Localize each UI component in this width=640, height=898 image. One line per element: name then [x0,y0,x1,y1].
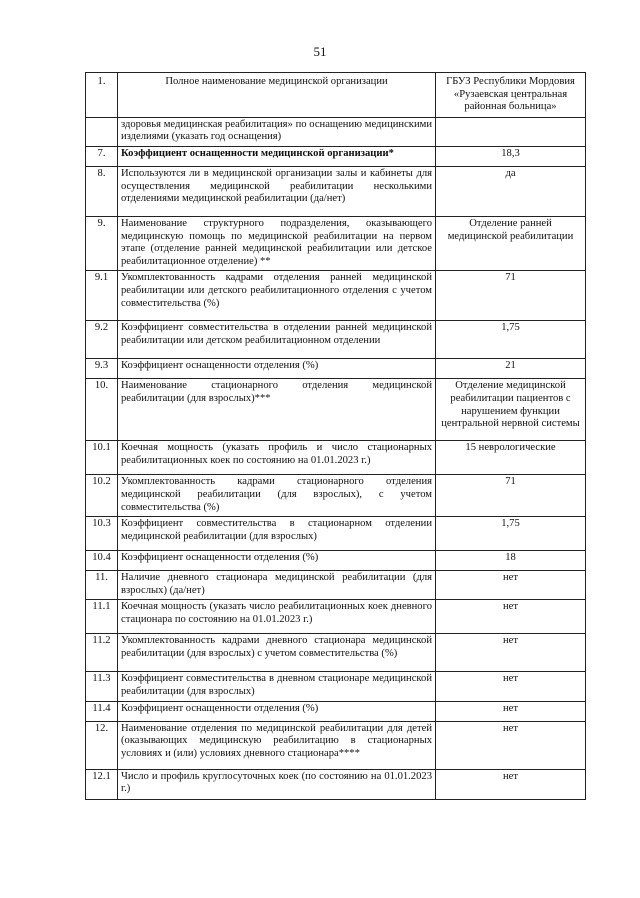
organization-table [85,72,586,800]
row-name-cell: здоровья медицинская реабилитация» по оснащению медицинскими изделиями (указать год оснащения) [118,117,436,146]
row-value-cell: 15 неврологические [436,441,586,475]
row-number-cell: 10.4 [86,551,118,571]
row-number-cell: 11.2 [86,634,118,672]
table-row [86,551,586,571]
row-number-cell: 9. [86,216,118,270]
row-name-cell: Используются ли в медицинской организации залы и кабинеты для осуществления медицинской реабилитации несколькими отделениями медицинской реабилитации (да/нет) [118,166,436,216]
row-value-cell: 1,75 [436,321,586,359]
row-value-cell: нет [436,571,586,600]
row-number-cell: 9.3 [86,359,118,379]
row-name-cell: Коэффициент совместительства в отделении ранней медицинской реабилитации или детском реабилитационном отделении [118,321,436,359]
row-value-cell: Отделение ранней медицинской реабилитации [436,216,586,270]
table-header-row [86,73,586,118]
row-name-cell: Число и профиль круглосуточных коек (по состоянию на 01.01.2023 г.) [118,769,436,799]
row-value-cell: нет [436,769,586,799]
row-value-cell: 71 [436,271,586,321]
table-row [86,117,586,146]
row-name-cell: Укомплектованность кадрами отделения ранней медицинской реабилитации или детского реабилитационного отделения с учетом совместительства (%) [118,271,436,321]
row-name-cell: Наименование стационарного отделения медицинской реабилитации (для взрослых)*** [118,379,436,441]
row-number-cell: 10.2 [86,475,118,517]
table-body [86,73,586,800]
table-row [86,517,586,551]
row-value-cell: Отделение медицинской реабилитации пациентов с нарушением функции центральной нервной системы [436,379,586,441]
table-row [86,166,586,216]
row-number-cell: 8. [86,166,118,216]
page-number: 51 [313,44,327,59]
table-row [86,379,586,441]
row-name-cell: Коечная мощность (указать число реабилитационных коек дневного стационара по состоянию на 01.01.2023 г.) [118,600,436,634]
row-number-cell: 12.1 [86,769,118,799]
header-value-cell: ГБУЗ Республики Мордовия «Рузаевская центральная районная больница» [436,73,586,118]
row-name-cell: Наименование структурного подразделения, оказывающего медицинскую помощь по медицинской реабилитации на первом этапе (отделение ранней медицинской реабилитации или детское реабилитационное отделение) ** [118,216,436,270]
row-name-cell: Коэффициент совместительства в стационарном отделении медицинской реабилитации (для взрослых) [118,517,436,551]
table-row [86,146,586,166]
row-number-cell: 10.3 [86,517,118,551]
row-value-cell: 1,75 [436,517,586,551]
row-number-cell [86,117,118,146]
table-row [86,721,586,769]
row-name-cell: Укомплектованность кадрами дневного стационара медицинской реабилитации (для взрослых) с учетом совместительства (%) [118,634,436,672]
row-value-cell [436,117,586,146]
row-number-cell: 9.2 [86,321,118,359]
row-number-cell: 11.1 [86,600,118,634]
row-value-cell: 21 [436,359,586,379]
table-row [86,216,586,270]
header-number-cell: 1. [86,73,118,118]
row-number-cell: 12. [86,721,118,769]
table-row [86,441,586,475]
table-row [86,321,586,359]
row-name-cell: Наличие дневного стационара медицинской реабилитации (для взрослых) (да/нет) [118,571,436,600]
row-number-cell: 10. [86,379,118,441]
table-row [86,600,586,634]
row-value-cell: нет [436,721,586,769]
table-row [86,475,586,517]
table-row [86,672,586,701]
row-number-cell: 10.1 [86,441,118,475]
row-value-cell: нет [436,672,586,701]
row-value-cell: нет [436,634,586,672]
row-value-cell: да [436,166,586,216]
row-name-cell: Коэффициент оснащенности отделения (%) [118,551,436,571]
row-name-cell: Коечная мощность (указать профиль и число стационарных реабилитационных коек по состоянию на 01.01.2023 г.) [118,441,436,475]
row-value-cell: 18,3 [436,146,586,166]
table-row [86,359,586,379]
row-number-cell: 7. [86,146,118,166]
table-row [86,769,586,799]
row-name-cell: Наименование отделения по медицинской реабилитации для детей (оказывающих медицинскую реабилитацию в стационарных условиях и (или) условиях дневного стационара**** [118,721,436,769]
table-row [86,571,586,600]
row-name-cell: Укомплектованность кадрами стационарного отделения медицинской реабилитации (для взрослых), с учетом совместительства (%) [118,475,436,517]
row-name-cell: Коэффициент оснащенности медицинской организации* [118,146,436,166]
row-value-cell: 71 [436,475,586,517]
table-row [86,634,586,672]
table-row [86,701,586,721]
row-number-cell: 11.3 [86,672,118,701]
row-value-cell: 18 [436,551,586,571]
row-value-cell: нет [436,701,586,721]
row-value-cell: нет [436,600,586,634]
row-number-cell: 11.4 [86,701,118,721]
row-number-cell: 9.1 [86,271,118,321]
row-name-cell: Коэффициент совместительства в дневном стационаре медицинской реабилитации (для взрослых) [118,672,436,701]
row-name-cell: Коэффициент оснащенности отделения (%) [118,701,436,721]
header-name-cell: Полное наименование медицинской организации [118,73,436,118]
row-number-cell: 11. [86,571,118,600]
row-name-cell: Коэффициент оснащенности отделения (%) [118,359,436,379]
table-row [86,271,586,321]
